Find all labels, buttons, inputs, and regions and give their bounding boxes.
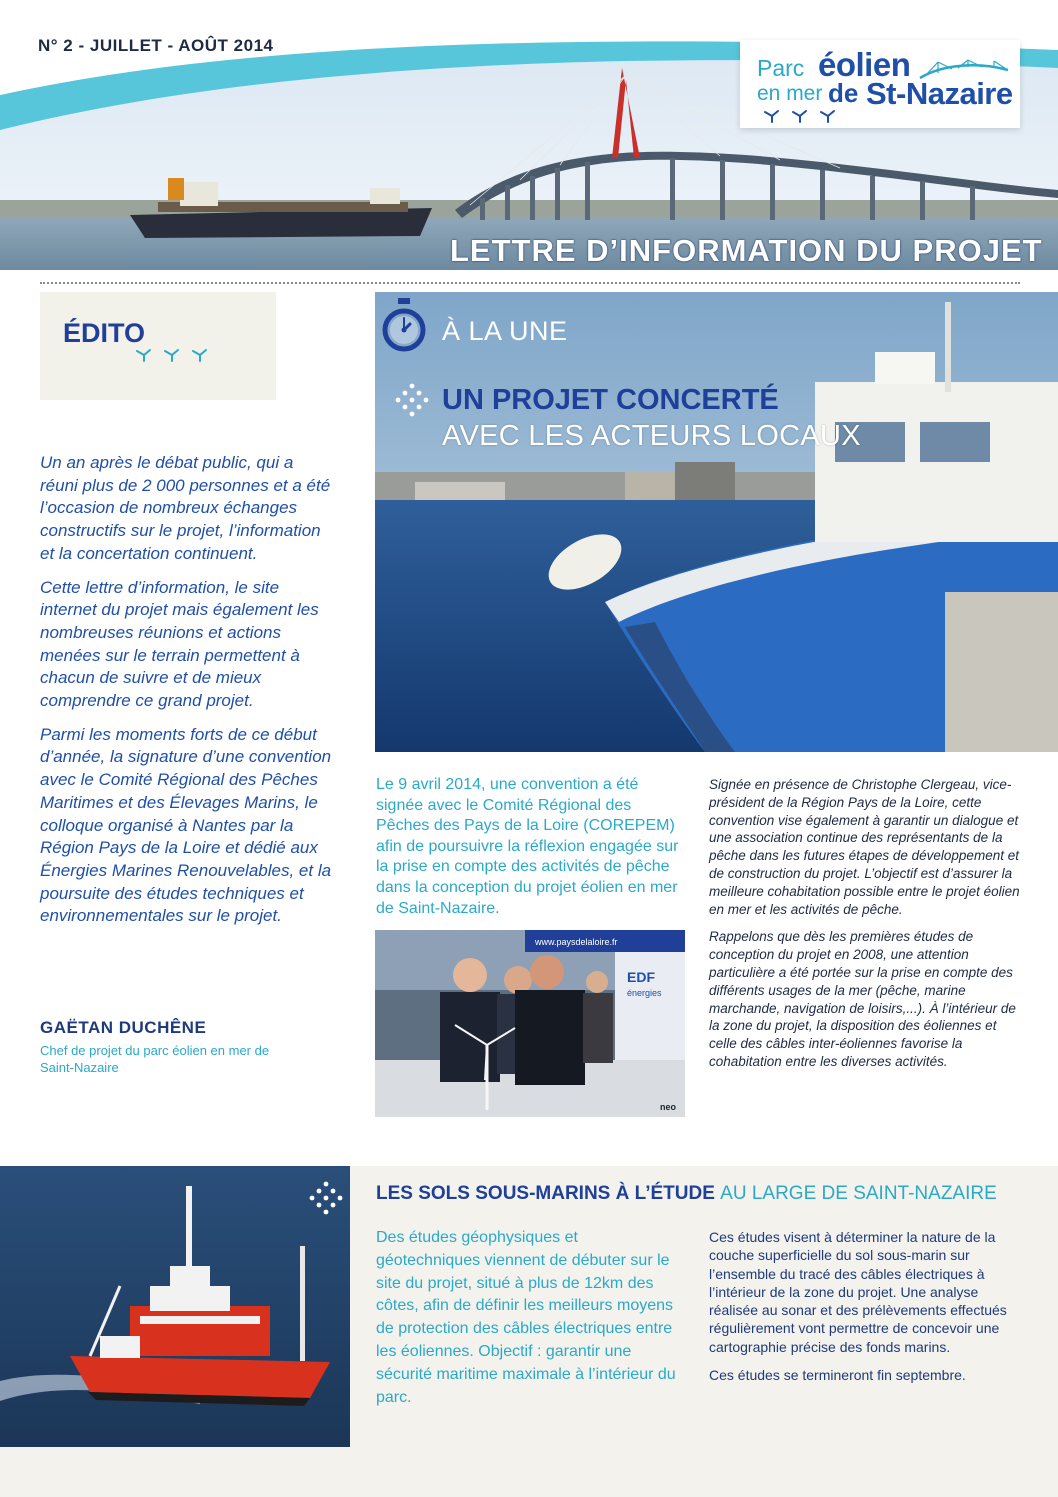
issue-number: N° 2 - JUILLET - AOÛT 2014 [38,36,274,55]
sols-title-location: AU LARGE DE SAINT-NAZAIRE [720,1183,997,1204]
project-logo [740,40,1020,128]
divider [40,282,1020,284]
edito-paragraph: Parmi les moments forts de ce début d’année, la signature d’une convention avec le Comité Régional des Pêches Maritimes et des Élevages Marins, le colloque organisé à Nantes par la Région Pays de la Loire et dédié aux Énergies Marines Renouvelables, et la poursuite des études techniques et environnementales sur le projet. [40,724,332,926]
sols-paragraph: Ces études se termineront fin septembre. [709,1367,966,1384]
section-label: À LA UNE [442,316,568,346]
signature-role: Chef de projet du parc éolien en mer de Saint-Nazaire [40,1043,270,1075]
logo-eolien: éolien [818,46,911,83]
logo-en-mer: en mer [757,82,823,105]
logo-de: de [828,78,859,108]
signing-ceremony-photo [375,930,685,1117]
sols-body [709,1228,1024,1394]
edf-tagline: énergies [627,988,662,998]
bridge-icon [918,58,1010,82]
edito-title: ÉDITO [63,318,146,348]
sols-intro: Des études géophysiques et géotechniques viennent de débuter sur le site du projet, situé à plus de 12km des côtes, afin de définir les meilleurs moyens de protection des câbles électriques entre les éoliennes. Objectif : garantir une sécurité maritime maximale à l’intérieur du parc. [376,1229,676,1406]
logo-st-nazaire: St-Nazaire [866,76,1013,111]
article-title: UN PROJET CONCERTÉ [442,384,779,416]
sols-title [376,1183,997,1205]
dots-arrow-icon [306,1178,346,1218]
sols-title-main: LES SOLS SOUS-MARINS À L’ÉTUDE [376,1183,715,1204]
fishing-boat-photo [375,292,1058,752]
wind-turbines-icon [134,347,214,363]
signature-name: GAËTAN DUCHÊNE [40,1018,207,1037]
article-paragraph: Rappelons que dès les premières études de conception du projet en 2008, une attention particulière a été portée sur la prise en compte des différents usages de la mer (pêche, marine marchande, navigation de loisirs,...). À l’intérieur de la zone du projet, la disposition des éoliennes et celle des câbles inter-éoliennes favorise la cohabitation entre les diverses activités. [709,929,1016,1069]
article-paragraph: Signée en présence de Christophe Clergeau, vice-président de la Région Pays de la Loire, cette convention vise également à garantir un dialogue et une association continue des représentants de la pêche dans les futures étapes de développement et de construction du projet. L’objectif est d’assurer la meilleure cohabitation possible entre le projet éolien en mer et les activités de pêche. [709,777,1020,917]
logo-parc: Parc [757,55,805,81]
wind-turbines-icon [762,108,842,124]
article-body [709,776,1021,1081]
neo-label: neo [660,1102,677,1112]
article-intro: Le 9 avril 2014, une convention a été signée avec le Comité Régional des Pêches des Pays de la Loire (COREPEM) afin de poursuivre la réflexion engagée sur la prise en compte des activités de pêche dans la conception du projet éolien en mer de Saint-Nazaire. [376,776,679,917]
article-subtitle: AVEC LES ACTEURS LOCAUX [442,420,861,452]
sols-paragraph: Ces études visent à déterminer la nature de la couche superficielle du sol sous-marin sur l’ensemble du tracé des câbles électriques à l’intérieur de la zone du projet. Une analyse réalisée au sonar et des prélèvements effectués régulièrement vont permettre de concevoir une cartographie précise des fonds marins. [709,1229,1007,1355]
banner-url: www.paysdelaloire.fr [535,937,618,947]
dots-arrow-icon [392,380,432,420]
banner-title: LETTRE D’INFORMATION DU PROJET [450,233,1043,268]
edito-paragraph: Un an après le débat public, qui a réuni plus de 2 000 personnes et a été l’occasion de nombreux échanges constructifs sur le projet, l’information et la concertation continuent. [40,453,331,563]
edf-logo-text: EDF [627,969,655,985]
edito-paragraph: Cette lettre d’information, le site internet du projet mais également les nombreuses réunions et actions menées sur le terrain permettent à chacun de suivre et de mieux comprendre ce grand projet. [40,577,319,711]
edito-text [40,452,335,939]
survey-ship-photo [0,1166,350,1447]
stopwatch-icon [380,296,428,358]
